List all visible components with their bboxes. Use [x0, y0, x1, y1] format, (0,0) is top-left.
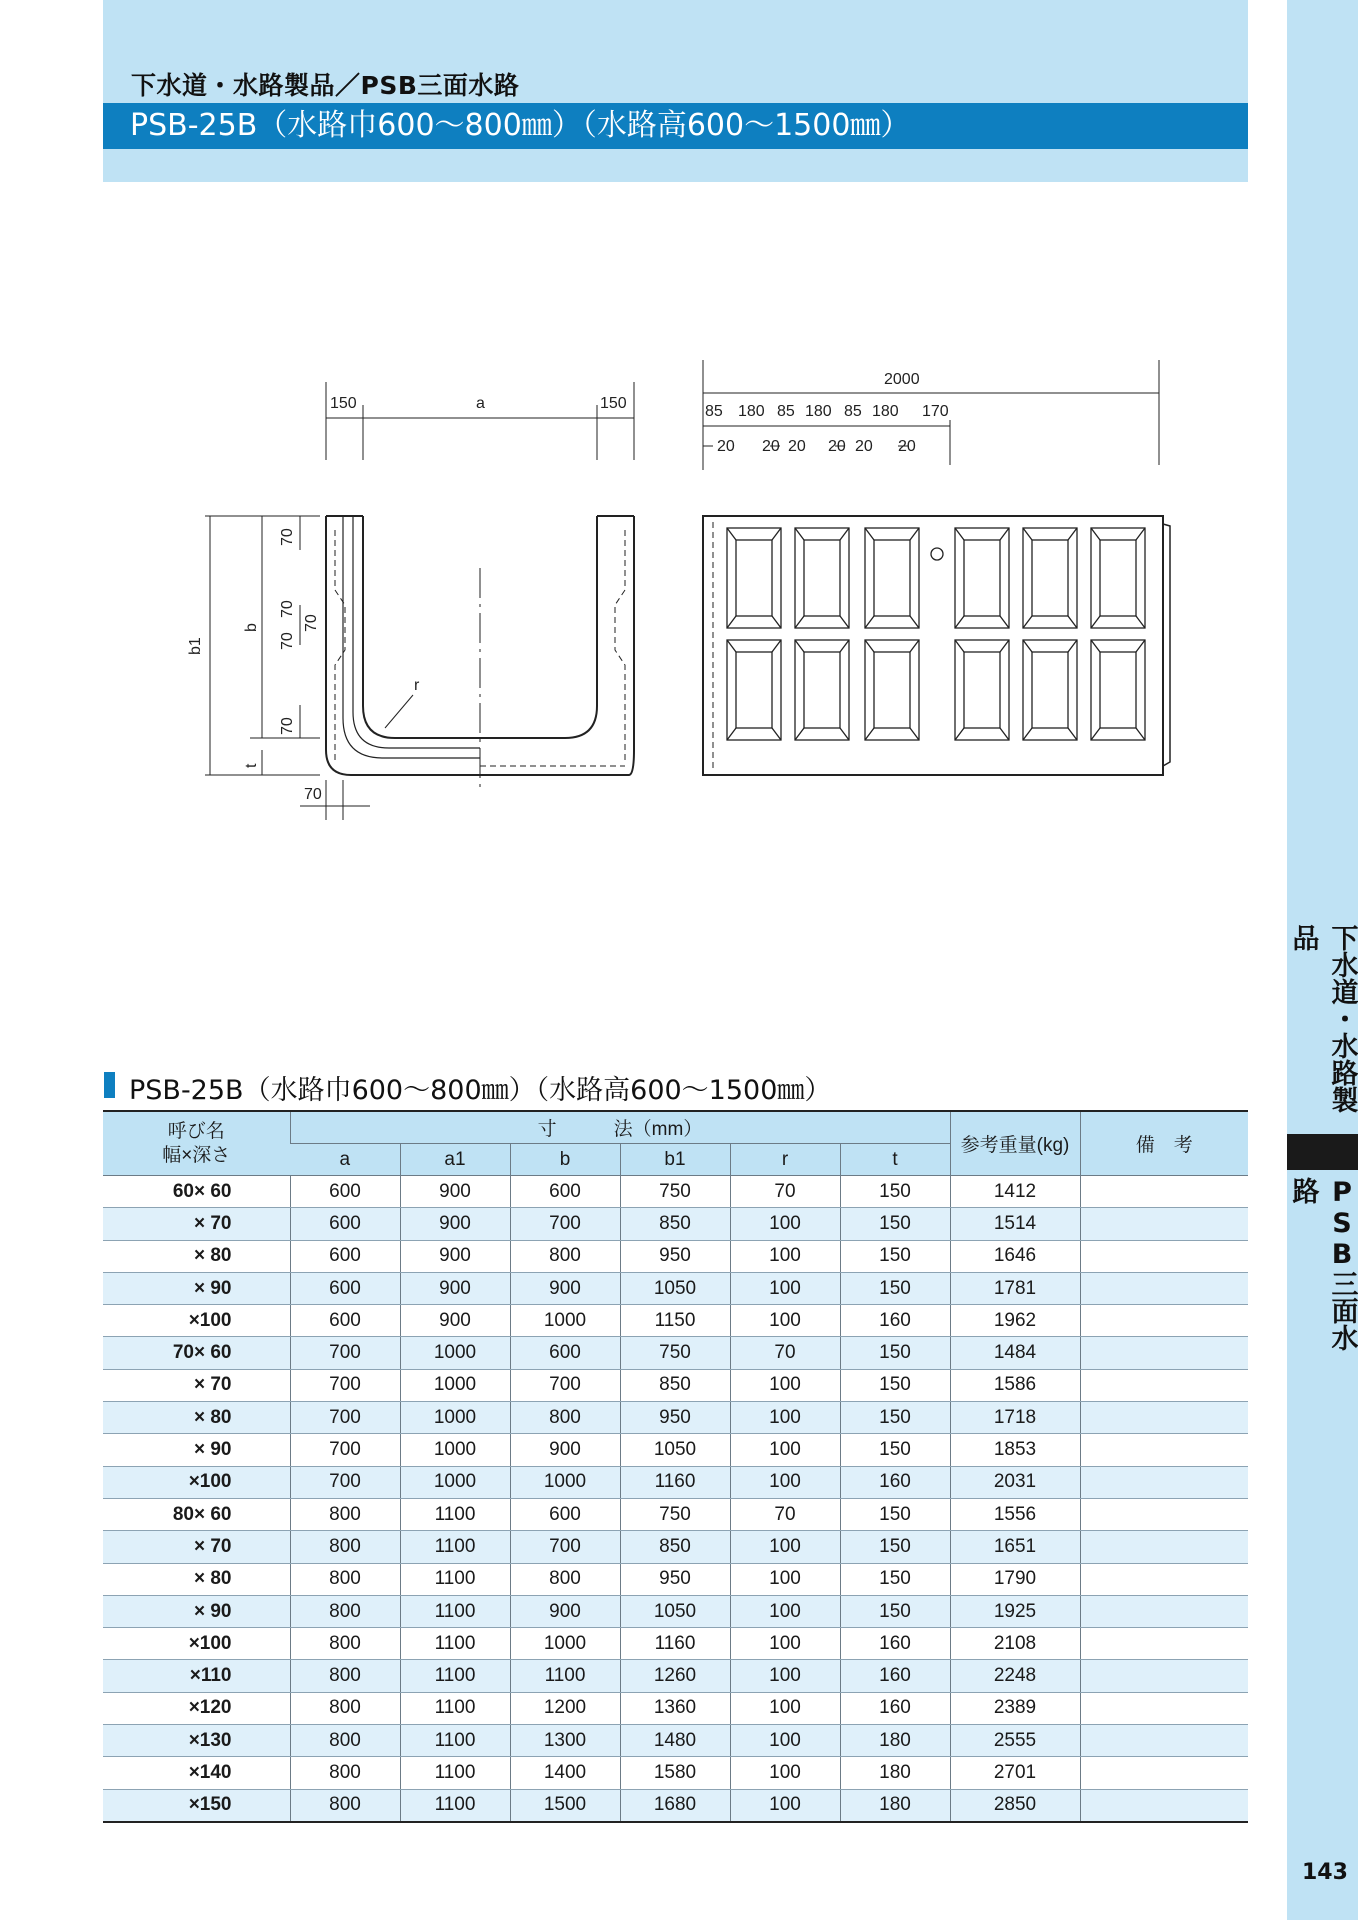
cell-b: 1100 [510, 1660, 620, 1692]
cell-weight: 1962 [950, 1305, 1080, 1337]
cell-t: 160 [840, 1466, 950, 1498]
cell-t: 150 [840, 1369, 950, 1401]
header-dimensions: 寸 法（mm） [290, 1111, 950, 1144]
cell-b: 800 [510, 1402, 620, 1434]
section-marker [104, 1072, 115, 1098]
cell-nominal: ×150 [103, 1789, 290, 1822]
table-row [103, 1305, 1248, 1337]
cell-r: 70 [730, 1176, 840, 1208]
cell-weight: 2850 [950, 1789, 1080, 1822]
header-col-a1: a1 [400, 1144, 510, 1176]
panel [1091, 528, 1145, 628]
cell-b1: 1160 [620, 1466, 730, 1498]
page-title: PSB-25B（水路巾600〜800㎜）（水路高600〜1500㎜） [130, 108, 911, 143]
header-col-b: b [510, 1144, 620, 1176]
cell-t: 150 [840, 1563, 950, 1595]
cell-nominal: ×130 [103, 1725, 290, 1757]
cell-b: 1500 [510, 1789, 620, 1822]
cell-r: 100 [730, 1305, 840, 1337]
cell-b1: 750 [620, 1498, 730, 1530]
table-row [103, 1692, 1248, 1724]
table-row [103, 1208, 1248, 1240]
panel [795, 528, 849, 628]
panel [1023, 528, 1077, 628]
dim-t: t [243, 763, 260, 768]
table-row [103, 1595, 1248, 1627]
dim-a: a [476, 395, 485, 412]
cell-r: 100 [730, 1725, 840, 1757]
cell-r: 100 [730, 1531, 840, 1563]
cell-a1: 900 [400, 1176, 510, 1208]
cell-nominal: ×100 [103, 1305, 290, 1337]
cell-weight: 1556 [950, 1498, 1080, 1530]
cell-b1: 1260 [620, 1660, 730, 1692]
cell-nominal: 80× 60 [103, 1498, 290, 1530]
cell-weight: 1484 [950, 1337, 1080, 1369]
cell-r: 100 [730, 1789, 840, 1822]
table-row [103, 1725, 1248, 1757]
cell-nominal: ×140 [103, 1757, 290, 1789]
cell-remarks [1080, 1272, 1248, 1304]
cell-a: 800 [290, 1757, 400, 1789]
cell-a: 800 [290, 1595, 400, 1627]
cell-a: 600 [290, 1272, 400, 1304]
side-tab-product-label: PSB三面水路 [1287, 1177, 1358, 1351]
cell-r: 100 [730, 1628, 840, 1660]
panel [1091, 640, 1145, 740]
dim-170: 170 [922, 403, 949, 420]
cell-nominal: × 90 [103, 1434, 290, 1466]
cell-weight: 2108 [950, 1628, 1080, 1660]
cell-a: 800 [290, 1628, 400, 1660]
cell-a1: 1100 [400, 1789, 510, 1822]
header-nominal-line1: 呼び名 [167, 1120, 225, 1142]
dim-b: b [243, 623, 260, 632]
dim-20: 20 [828, 438, 846, 455]
panel [727, 528, 781, 628]
dim-150-right: 150 [600, 395, 627, 412]
cell-a: 700 [290, 1434, 400, 1466]
dim-180: 180 [805, 403, 832, 420]
cell-remarks [1080, 1563, 1248, 1595]
cell-b: 1300 [510, 1725, 620, 1757]
dim-85: 85 [777, 403, 795, 420]
cell-r: 100 [730, 1272, 840, 1304]
cell-nominal: × 90 [103, 1595, 290, 1627]
dim-20: 20 [762, 438, 780, 455]
cell-remarks [1080, 1176, 1248, 1208]
cell-weight: 1853 [950, 1434, 1080, 1466]
cell-r: 70 [730, 1498, 840, 1530]
dim-70: 70 [279, 528, 296, 546]
table-row [103, 1757, 1248, 1789]
table-row [103, 1563, 1248, 1595]
header-category: 下水道・水路製品／PSB三面水路 [131, 71, 520, 100]
cell-a: 800 [290, 1692, 400, 1724]
cell-a: 800 [290, 1725, 400, 1757]
cell-a: 800 [290, 1498, 400, 1530]
panel [865, 640, 919, 740]
technical-drawing [180, 350, 1180, 830]
cell-remarks [1080, 1434, 1248, 1466]
section-title: PSB-25B（水路巾600〜800㎜）（水路高600〜1500㎜） [129, 1075, 832, 1106]
cell-t: 180 [840, 1725, 950, 1757]
cell-remarks [1080, 1498, 1248, 1530]
dim-85: 85 [705, 403, 723, 420]
cell-nominal: × 70 [103, 1208, 290, 1240]
cell-remarks [1080, 1208, 1248, 1240]
cell-remarks [1080, 1725, 1248, 1757]
cell-a1: 1000 [400, 1402, 510, 1434]
cell-t: 150 [840, 1176, 950, 1208]
header-col-b1: b1 [620, 1144, 730, 1176]
cell-r: 100 [730, 1595, 840, 1627]
cell-remarks [1080, 1466, 1248, 1498]
cell-b: 700 [510, 1531, 620, 1563]
cell-r: 100 [730, 1563, 840, 1595]
cell-t: 160 [840, 1660, 950, 1692]
cell-a: 700 [290, 1337, 400, 1369]
table-row [103, 1531, 1248, 1563]
cell-t: 160 [840, 1305, 950, 1337]
cell-remarks [1080, 1628, 1248, 1660]
header-col-r: r [730, 1144, 840, 1176]
cell-nominal: × 90 [103, 1272, 290, 1304]
table-row [103, 1434, 1248, 1466]
cell-b: 600 [510, 1176, 620, 1208]
cell-nominal: × 70 [103, 1531, 290, 1563]
cell-a1: 1100 [400, 1531, 510, 1563]
cell-nominal: 60× 60 [103, 1176, 290, 1208]
cell-a: 700 [290, 1466, 400, 1498]
cell-a: 700 [290, 1369, 400, 1401]
cell-b1: 1480 [620, 1725, 730, 1757]
side-view-labels [705, 371, 949, 455]
cell-a1: 1100 [400, 1595, 510, 1627]
cell-b: 1000 [510, 1305, 620, 1337]
cell-nominal: ×110 [103, 1660, 290, 1692]
cell-a1: 1000 [400, 1434, 510, 1466]
cell-b1: 1580 [620, 1757, 730, 1789]
cell-b: 600 [510, 1498, 620, 1530]
cell-b: 900 [510, 1272, 620, 1304]
table-row [103, 1337, 1248, 1369]
cell-weight: 2248 [950, 1660, 1080, 1692]
cell-t: 180 [840, 1757, 950, 1789]
dim-70: 70 [279, 600, 296, 618]
cell-a: 600 [290, 1208, 400, 1240]
dim-70: 70 [279, 717, 296, 735]
cell-a1: 1000 [400, 1337, 510, 1369]
cell-remarks [1080, 1660, 1248, 1692]
spec-table-body [103, 1176, 1248, 1822]
cell-b: 900 [510, 1595, 620, 1627]
cell-b: 900 [510, 1434, 620, 1466]
table-row [103, 1176, 1248, 1208]
page-number: 143 [1302, 1860, 1348, 1885]
header-nominal [103, 1111, 290, 1176]
table-row [103, 1466, 1248, 1498]
side-tab-category-label: 下水道・水路製品 [1287, 924, 1358, 1113]
cell-a1: 1100 [400, 1660, 510, 1692]
cell-a: 800 [290, 1660, 400, 1692]
panel [795, 640, 849, 740]
dim-150-left: 150 [330, 395, 357, 412]
cell-a1: 900 [400, 1240, 510, 1272]
cell-r: 100 [730, 1369, 840, 1401]
cell-b1: 1360 [620, 1692, 730, 1724]
cell-remarks [1080, 1595, 1248, 1627]
dim-20: 20 [717, 438, 735, 455]
header-nominal-line2: 幅×深さ [162, 1144, 231, 1166]
cell-r: 100 [730, 1208, 840, 1240]
dim-70-bottom: 70 [304, 786, 322, 803]
cell-b: 800 [510, 1563, 620, 1595]
cell-r: 100 [730, 1240, 840, 1272]
table-row [103, 1402, 1248, 1434]
cell-remarks [1080, 1402, 1248, 1434]
cell-nominal: ×100 [103, 1466, 290, 1498]
cell-t: 150 [840, 1208, 950, 1240]
cell-nominal: ×120 [103, 1692, 290, 1724]
cell-b1: 1160 [620, 1628, 730, 1660]
dim-70: 70 [279, 632, 296, 650]
cell-a: 600 [290, 1305, 400, 1337]
dim-20: 20 [788, 438, 806, 455]
cell-weight: 1646 [950, 1240, 1080, 1272]
cell-b: 1000 [510, 1466, 620, 1498]
header-col-t: t [840, 1144, 950, 1176]
table-row [103, 1240, 1248, 1272]
cell-b: 800 [510, 1240, 620, 1272]
dim-70: 70 [303, 614, 320, 632]
cell-b: 1000 [510, 1628, 620, 1660]
cell-remarks [1080, 1757, 1248, 1789]
cell-a: 800 [290, 1789, 400, 1822]
cell-weight: 2555 [950, 1725, 1080, 1757]
section-view-labels [187, 395, 627, 803]
spec-table [103, 1110, 1248, 1823]
cell-t: 160 [840, 1628, 950, 1660]
panel [1023, 640, 1077, 740]
dim-20: 20 [898, 438, 916, 455]
table-row [103, 1272, 1248, 1304]
cell-remarks [1080, 1369, 1248, 1401]
dim-r: r [414, 677, 420, 694]
cell-a1: 1100 [400, 1563, 510, 1595]
cell-remarks [1080, 1692, 1248, 1724]
header-weight: 参考重量(kg) [950, 1111, 1080, 1176]
table-row [103, 1498, 1248, 1530]
cell-r: 100 [730, 1660, 840, 1692]
cell-b1: 1050 [620, 1272, 730, 1304]
cell-remarks [1080, 1531, 1248, 1563]
cell-b1: 750 [620, 1337, 730, 1369]
cell-a1: 1000 [400, 1466, 510, 1498]
cell-b1: 850 [620, 1531, 730, 1563]
cell-t: 150 [840, 1434, 950, 1466]
cell-weight: 1781 [950, 1272, 1080, 1304]
cell-t: 150 [840, 1531, 950, 1563]
cell-r: 100 [730, 1402, 840, 1434]
cell-a1: 900 [400, 1272, 510, 1304]
panel [955, 640, 1009, 740]
cell-a1: 1100 [400, 1498, 510, 1530]
cell-a1: 1100 [400, 1628, 510, 1660]
dim-b1: b1 [187, 637, 204, 655]
cell-r: 70 [730, 1337, 840, 1369]
cell-b1: 850 [620, 1208, 730, 1240]
cell-r: 100 [730, 1466, 840, 1498]
cell-remarks [1080, 1240, 1248, 1272]
cell-b: 1400 [510, 1757, 620, 1789]
cell-a: 600 [290, 1240, 400, 1272]
cell-b: 700 [510, 1369, 620, 1401]
cell-a1: 1100 [400, 1692, 510, 1724]
cell-nominal: 70× 60 [103, 1337, 290, 1369]
cell-nominal: ×100 [103, 1628, 290, 1660]
cell-r: 100 [730, 1757, 840, 1789]
cell-weight: 1790 [950, 1563, 1080, 1595]
table-row [103, 1628, 1248, 1660]
cell-weight: 2389 [950, 1692, 1080, 1724]
cell-a1: 900 [400, 1305, 510, 1337]
cell-t: 150 [840, 1402, 950, 1434]
cell-a: 800 [290, 1531, 400, 1563]
table-row [103, 1789, 1248, 1822]
panel [865, 528, 919, 628]
cell-b: 600 [510, 1337, 620, 1369]
table-row [103, 1660, 1248, 1692]
cell-t: 180 [840, 1789, 950, 1822]
cell-weight: 1718 [950, 1402, 1080, 1434]
cell-b1: 1150 [620, 1305, 730, 1337]
side-tab-divider [1287, 1134, 1358, 1170]
cell-b1: 1050 [620, 1595, 730, 1627]
cell-a: 600 [290, 1176, 400, 1208]
cell-b1: 750 [620, 1176, 730, 1208]
cell-t: 150 [840, 1498, 950, 1530]
cell-nominal: × 80 [103, 1402, 290, 1434]
cell-t: 150 [840, 1272, 950, 1304]
cell-b1: 850 [620, 1369, 730, 1401]
cell-weight: 1514 [950, 1208, 1080, 1240]
cell-remarks [1080, 1305, 1248, 1337]
cell-nominal: × 70 [103, 1369, 290, 1401]
cell-weight: 1586 [950, 1369, 1080, 1401]
cell-b1: 950 [620, 1563, 730, 1595]
panel [955, 528, 1009, 628]
dim-20: 20 [855, 438, 873, 455]
cell-weight: 1925 [950, 1595, 1080, 1627]
cell-t: 150 [840, 1337, 950, 1369]
dim-180: 180 [872, 403, 899, 420]
table-row [103, 1369, 1248, 1401]
cell-b: 700 [510, 1208, 620, 1240]
cell-b: 1200 [510, 1692, 620, 1724]
header-col-a: a [290, 1144, 400, 1176]
cell-a1: 900 [400, 1208, 510, 1240]
dim-2000: 2000 [884, 371, 920, 388]
cell-a: 700 [290, 1402, 400, 1434]
cell-r: 100 [730, 1692, 840, 1724]
header-remarks: 備 考 [1080, 1111, 1248, 1176]
cell-a1: 1000 [400, 1369, 510, 1401]
cell-a1: 1100 [400, 1725, 510, 1757]
section-view [205, 382, 634, 820]
cell-weight: 1651 [950, 1531, 1080, 1563]
cell-nominal: × 80 [103, 1240, 290, 1272]
cell-t: 150 [840, 1595, 950, 1627]
cell-a: 800 [290, 1563, 400, 1595]
panel [727, 640, 781, 740]
cell-weight: 2701 [950, 1757, 1080, 1789]
dim-85: 85 [844, 403, 862, 420]
cell-weight: 1412 [950, 1176, 1080, 1208]
cell-remarks [1080, 1337, 1248, 1369]
cell-b1: 950 [620, 1402, 730, 1434]
cell-b1: 1680 [620, 1789, 730, 1822]
cell-nominal: × 80 [103, 1563, 290, 1595]
cell-b1: 950 [620, 1240, 730, 1272]
cell-remarks [1080, 1789, 1248, 1822]
cell-t: 150 [840, 1240, 950, 1272]
cell-a1: 1100 [400, 1757, 510, 1789]
cell-t: 160 [840, 1692, 950, 1724]
cell-r: 100 [730, 1434, 840, 1466]
cell-weight: 2031 [950, 1466, 1080, 1498]
cell-b1: 1050 [620, 1434, 730, 1466]
dim-180: 180 [738, 403, 765, 420]
